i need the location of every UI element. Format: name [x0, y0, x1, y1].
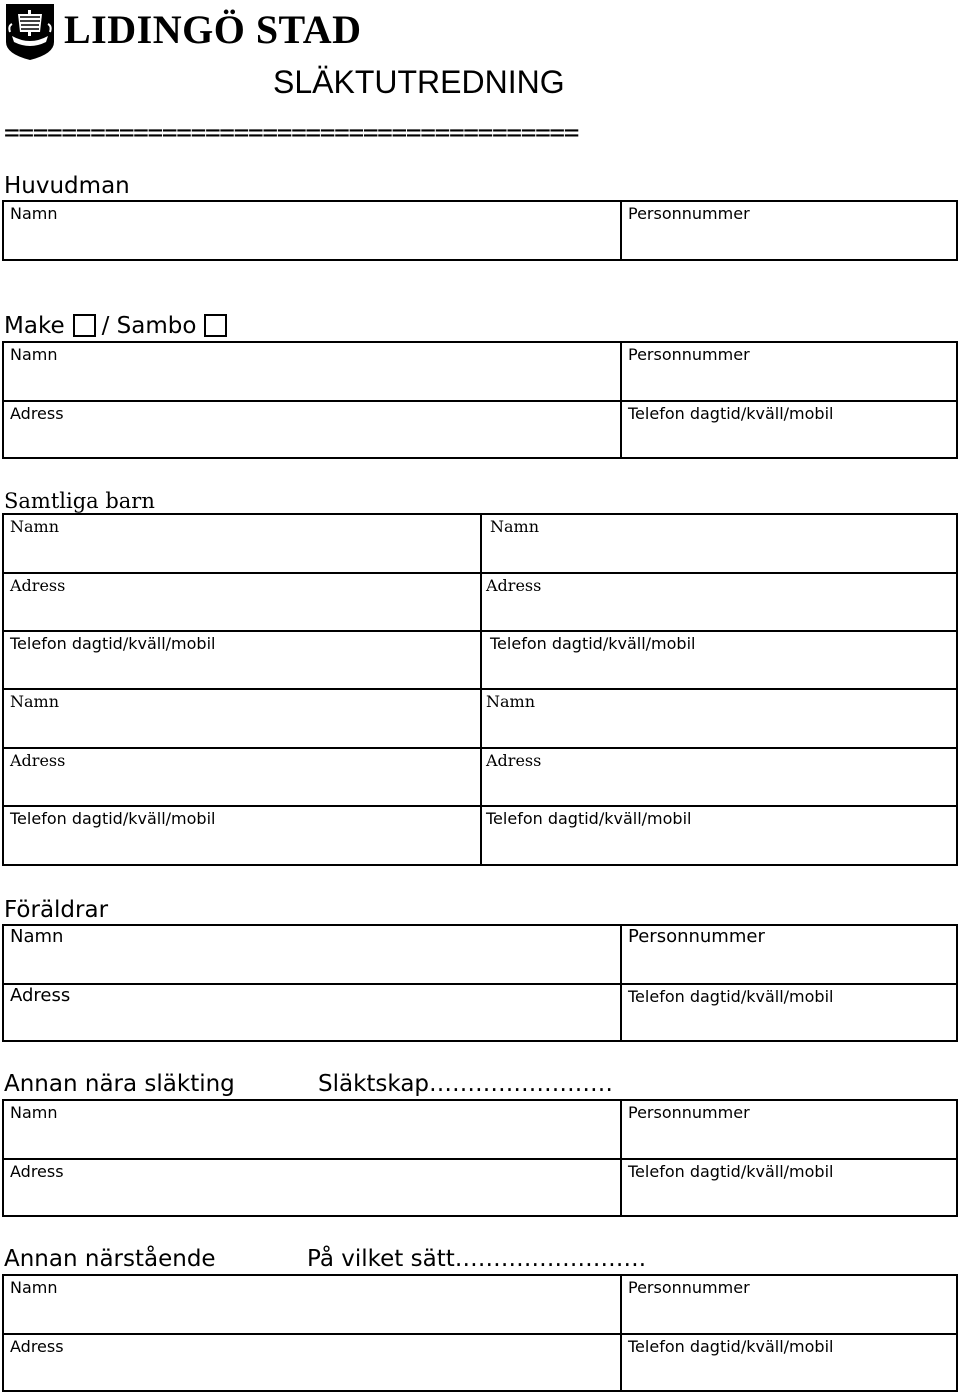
viking-ship-icon — [4, 2, 56, 62]
field-label: Namn — [10, 1103, 58, 1122]
page-title: SLÄKTUTREDNING — [273, 64, 565, 100]
barn-1-address-field[interactable] — [4, 574, 480, 630]
make-grid — [2, 341, 958, 459]
foraldrar-phone-field[interactable] — [622, 985, 956, 1040]
field-label: Telefon dagtid/kväll/mobil — [490, 634, 696, 653]
field-label: Adress — [10, 751, 66, 770]
city-logo — [4, 2, 56, 62]
sambo-label: / Sambo — [101, 313, 197, 339]
field-label: Namn — [490, 517, 540, 536]
field-label: Telefon dagtid/kväll/mobil — [628, 404, 834, 423]
field-label: Adress — [486, 751, 542, 770]
section-heading-barn: Samtliga barn — [4, 489, 155, 513]
make-phone-field[interactable] — [622, 402, 956, 457]
section-heading-huvudman: Huvudman — [4, 173, 130, 199]
barn-2-address-field[interactable] — [480, 574, 954, 630]
huvudman-pnr-field[interactable] — [622, 202, 956, 259]
slaktskap-label: Släktskap…………………… — [318, 1071, 614, 1097]
field-label: Personnummer — [628, 926, 765, 947]
huvudman-grid — [2, 200, 958, 261]
section-heading-foraldrar: Föräldrar — [4, 897, 109, 923]
field-label: Personnummer — [628, 204, 750, 223]
field-label: Telefon dagtid/kväll/mobil — [628, 1162, 834, 1181]
field-label: Adress — [486, 576, 542, 595]
field-label: Namn — [10, 926, 64, 947]
barn-1-name-field[interactable] — [4, 515, 480, 572]
narstaende-address-field[interactable] — [4, 1335, 620, 1390]
foraldrar-address-field[interactable] — [4, 985, 620, 1040]
field-label: Personnummer — [628, 1103, 750, 1122]
field-label: Namn — [10, 204, 58, 223]
make-label: Make — [4, 313, 65, 339]
field-label: Adress — [10, 404, 64, 423]
huvudman-name-field[interactable] — [4, 202, 620, 259]
field-label: Telefon dagtid/kväll/mobil — [628, 987, 834, 1006]
barn-4-phone-field[interactable] — [480, 807, 954, 864]
slakting-grid — [2, 1099, 958, 1217]
make-name-field[interactable] — [4, 343, 620, 400]
field-label: Telefon dagtid/kväll/mobil — [10, 634, 216, 653]
field-label: Telefon dagtid/kväll/mobil — [486, 809, 692, 828]
pa-vilket-satt-label: På vilket sätt……………………. — [307, 1246, 647, 1272]
foraldrar-grid — [2, 924, 958, 1042]
make-checkbox[interactable] — [73, 314, 96, 337]
barn-4-name-field[interactable] — [480, 690, 954, 747]
barn-grid — [2, 513, 958, 866]
narstaende-phone-field[interactable] — [622, 1335, 956, 1390]
field-label: Namn — [10, 692, 60, 711]
slakting-name-field[interactable] — [4, 1101, 620, 1158]
field-label: Adress — [10, 576, 66, 595]
field-label: Adress — [10, 985, 71, 1006]
barn-2-phone-field[interactable] — [484, 632, 954, 688]
section-heading-make-sambo — [4, 312, 233, 340]
field-label: Telefon dagtid/kväll/mobil — [10, 809, 216, 828]
sambo-checkbox[interactable] — [204, 314, 227, 337]
field-label: Adress — [10, 1162, 64, 1181]
barn-1-phone-field[interactable] — [4, 632, 480, 688]
field-label: Adress — [10, 1337, 64, 1356]
field-label: Namn — [10, 1278, 58, 1297]
make-address-field[interactable] — [4, 402, 620, 457]
title-divider: ======================================== — [4, 118, 579, 148]
slakting-address-field[interactable] — [4, 1160, 620, 1215]
field-label: Personnummer — [628, 1278, 750, 1297]
barn-2-name-field[interactable] — [484, 515, 954, 572]
brand-name: LIDINGÖ STAD — [64, 7, 362, 52]
field-label: Telefon dagtid/kväll/mobil — [628, 1337, 834, 1356]
slakting-phone-field[interactable] — [622, 1160, 956, 1215]
barn-4-address-field[interactable] — [480, 749, 954, 805]
field-label: Namn — [486, 692, 536, 711]
slakting-pnr-field[interactable] — [622, 1101, 956, 1158]
make-pnr-field[interactable] — [622, 343, 956, 400]
barn-3-phone-field[interactable] — [4, 807, 480, 864]
field-label: Namn — [10, 517, 60, 536]
field-label: Namn — [10, 345, 58, 364]
section-heading-slakting: Annan nära släkting — [4, 1071, 235, 1097]
narstaende-name-field[interactable] — [4, 1276, 620, 1333]
foraldrar-pnr-field[interactable] — [622, 926, 956, 983]
narstaende-grid — [2, 1274, 958, 1392]
barn-3-name-field[interactable] — [4, 690, 480, 747]
barn-3-address-field[interactable] — [4, 749, 480, 805]
field-label: Personnummer — [628, 345, 750, 364]
narstaende-pnr-field[interactable] — [622, 1276, 956, 1333]
section-heading-narstaende: Annan närstående — [4, 1246, 216, 1272]
foraldrar-name-field[interactable] — [4, 926, 620, 983]
